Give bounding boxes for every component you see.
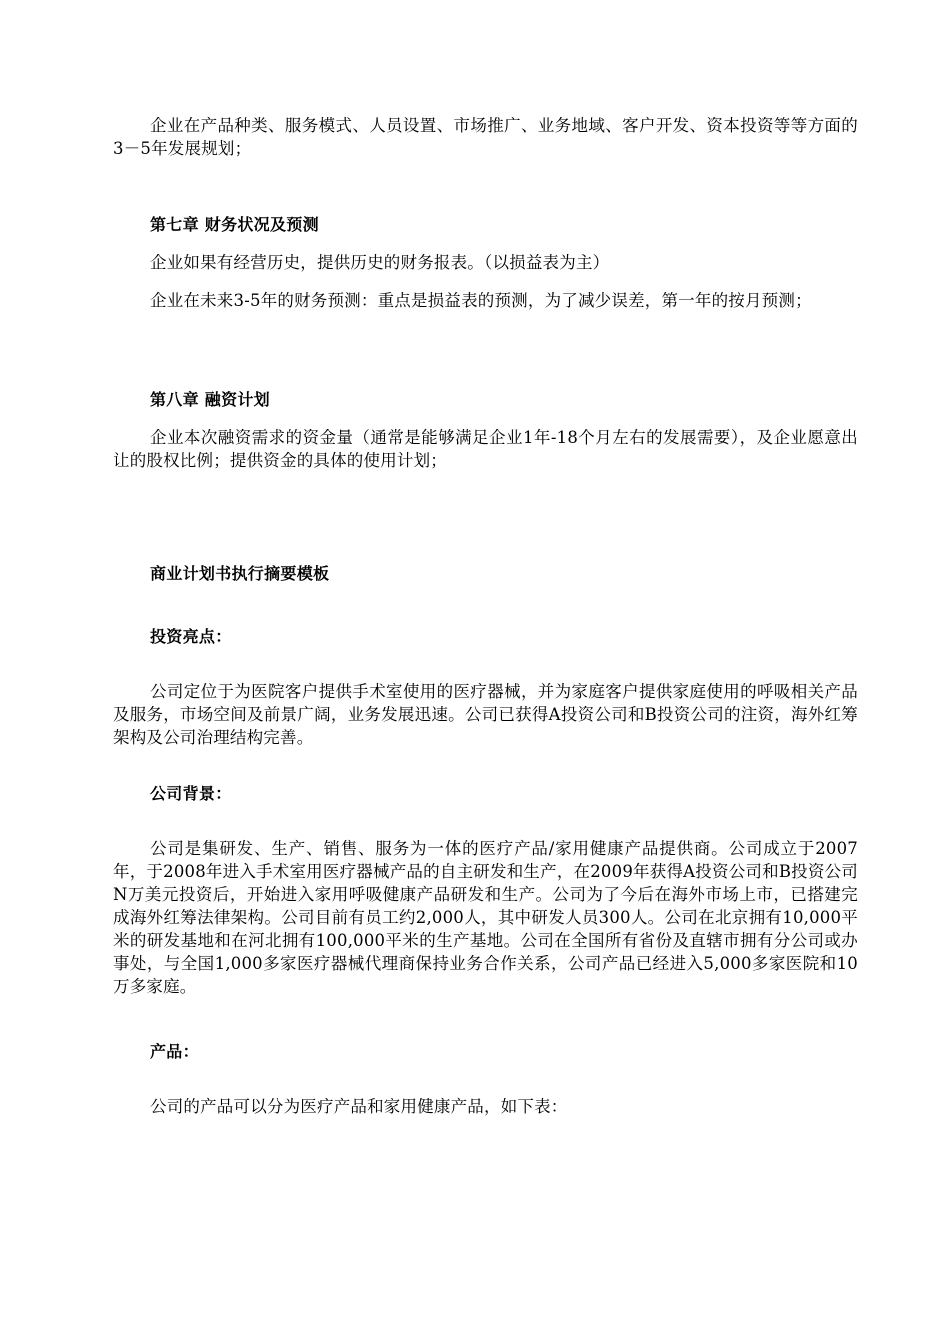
plan-paragraph: 企业在产品种类、服务模式、人员设置、市场推广、业务地域、客户开发、资本投资等等方面的3－5年发展规划； [113, 116, 858, 158]
highlights-paragraph: 公司定位于为医院客户提供手术室使用的医疗器械，并为家庭客户提供家庭使用的呼吸相关产品及服务，市场空间及前景广阔，业务发展迅速。公司已获得A投资公司和B投资公司的注资，海外红筹架构及公司治理结构完善。 [113, 682, 858, 747]
chapter7-heading: 第七章 财务状况及预测 [150, 215, 319, 234]
background-paragraph: 公司是集研发、生产、销售、服务为一体的医疗产品/家用健康产品提供商。公司成立于2007年，于2008年进入手术室用医疗器械产品的自主研发和生产，在2009年获得A投资公司和B投资公司N万美元投资后，开始进入家用呼吸健康产品研发和生产。公司为了今后在海外市场上市，已搭建完成海外红筹法律架构。公司目前有员工约2,000人，其中研发人员300人。公司在北京拥有10,000平米的研发基地和在河北拥有100,000平米的生产基地。公司在全国所有省份及直辖市拥有分公司或办事处，与全国1,000多家医疗器械代理商保持业务合作关系，公司产品已经进入5,000多家医院和10万多家庭。 [113, 839, 858, 996]
financing-paragraph: 企业本次融资需求的资金量（通常是能够满足企业1年-18个月左右的发展需要），及企业愿意出让的股权比例；提供资金的具体的使用计划； [113, 428, 858, 470]
products-paragraph: 公司的产品可以分为医疗产品和家用健康产品，如下表： [150, 1097, 568, 1116]
forecast-paragraph: 企业在未来3-5年的财务预测：重点是损益表的预测，为了减少误差，第一年的按月预测； [150, 291, 812, 310]
summary-title-heading: 商业计划书执行摘要模板 [150, 564, 330, 583]
highlights-heading: 投资亮点： [150, 627, 232, 646]
background-heading: 公司背景： [150, 784, 232, 803]
chapter8-heading: 第八章 融资计划 [150, 390, 270, 409]
history-paragraph: 企业如果有经营历史，提供历史的财务报表。（以损益表为主） [150, 253, 610, 272]
products-heading: 产品： [150, 1042, 199, 1061]
